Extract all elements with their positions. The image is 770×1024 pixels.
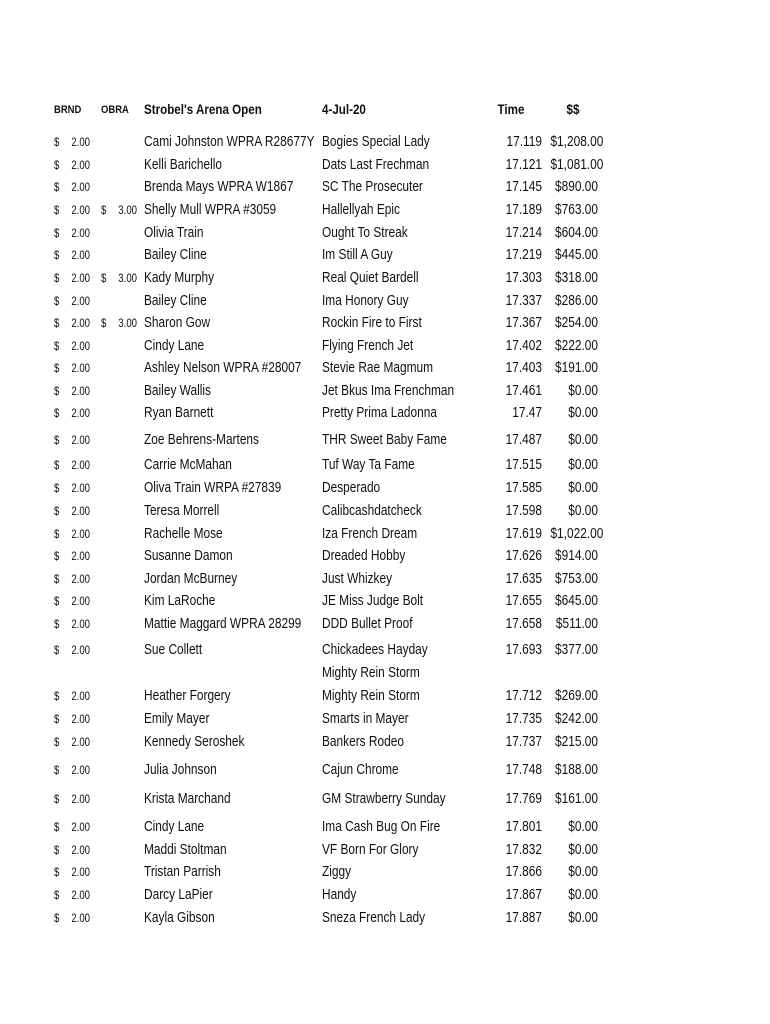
run-time: 17.655 [505, 593, 542, 609]
payout-amount: $511.00 [555, 616, 598, 632]
brnd-amount: 2.00 [71, 792, 90, 806]
brnd-currency: $ [54, 888, 60, 902]
rider-name: Cindy Lane [144, 338, 205, 354]
rider-name: Heather Forgery [144, 688, 231, 704]
brnd-currency: $ [54, 180, 60, 194]
brnd-currency: $ [54, 735, 60, 749]
payout-amount: $0.00 [568, 864, 598, 880]
horse-name: DDD Bullet Proof [322, 616, 413, 632]
brnd-currency: $ [54, 135, 60, 149]
payout-amount: $1,081.00 [550, 157, 604, 173]
brnd-amount: 2.00 [71, 712, 90, 726]
table-row [0, 524, 770, 544]
brnd-currency: $ [54, 158, 60, 172]
horse-name: Ought To Streak [322, 225, 408, 241]
header-obra: OBRA [101, 104, 129, 116]
table-row [0, 591, 770, 611]
brnd-currency: $ [54, 594, 60, 608]
payout-amount: $377.00 [555, 642, 598, 658]
payout-amount: $269.00 [555, 688, 598, 704]
brnd-amount: 2.00 [71, 384, 90, 398]
horse-name: Real Quiet Bardell [322, 270, 419, 286]
brnd-currency: $ [54, 865, 60, 879]
horse-name: Ima Honory Guy [322, 293, 409, 309]
brnd-amount: 2.00 [71, 865, 90, 879]
horse-name: Calibcashdatcheck [322, 503, 422, 519]
obra-amount: 3.00 [118, 316, 137, 330]
brnd-amount: 2.00 [71, 339, 90, 353]
rider-name: Susanne Damon [144, 548, 233, 564]
rider-name: Sue Collett [144, 642, 203, 658]
run-time: 17.461 [505, 383, 542, 399]
run-time: 17.866 [505, 864, 542, 880]
payout-amount: $753.00 [555, 571, 598, 587]
payout-amount: $763.00 [555, 202, 598, 218]
brnd-amount: 2.00 [71, 203, 90, 217]
run-time: 17.735 [505, 711, 542, 727]
table-row [0, 313, 770, 333]
brnd-amount: 2.00 [71, 689, 90, 703]
brnd-amount: 2.00 [71, 180, 90, 194]
brnd-currency: $ [54, 572, 60, 586]
payout-amount: $215.00 [555, 734, 598, 750]
horse-name: Iza French Dream [322, 526, 418, 542]
run-time: 17.712 [505, 688, 542, 704]
brnd-amount: 2.00 [71, 226, 90, 240]
brnd-currency: $ [54, 843, 60, 857]
brnd-currency: $ [54, 406, 60, 420]
brnd-currency: $ [54, 226, 60, 240]
brnd-currency: $ [54, 527, 60, 541]
horse-name: Pretty Prima Ladonna [322, 405, 438, 421]
run-time: 17.189 [505, 202, 542, 218]
brnd-amount: 2.00 [71, 843, 90, 857]
rider-name: Cami Johnston WPRA R28677Y [144, 134, 315, 150]
brnd-amount: 2.00 [71, 572, 90, 586]
payout-amount: $222.00 [555, 338, 598, 354]
table-row [0, 403, 770, 423]
rider-name: Julia Johnson [144, 762, 217, 778]
payout-amount: $188.00 [555, 762, 598, 778]
run-time: 17.214 [505, 225, 542, 241]
brnd-currency: $ [54, 248, 60, 262]
brnd-amount: 2.00 [71, 888, 90, 902]
brnd-currency: $ [54, 316, 60, 330]
rider-name: Mattie Maggard WPRA 28299 [144, 616, 302, 632]
payout-amount: $0.00 [568, 480, 598, 496]
payout-amount: $914.00 [555, 548, 598, 564]
run-time: 17.145 [505, 179, 542, 195]
brnd-amount: 2.00 [71, 594, 90, 608]
brnd-amount: 2.00 [71, 527, 90, 541]
brnd-currency: $ [54, 689, 60, 703]
obra-amount: 3.00 [118, 203, 137, 217]
brnd-currency: $ [54, 643, 60, 657]
table-row [0, 155, 770, 175]
table-row [0, 358, 770, 378]
brnd-amount: 2.00 [71, 763, 90, 777]
brnd-amount: 2.00 [71, 504, 90, 518]
rider-name: Kim LaRoche [144, 593, 216, 609]
rider-name: Olivia Train [144, 225, 204, 241]
payout-amount: $890.00 [555, 179, 598, 195]
run-time: 17.403 [505, 360, 542, 376]
rider-name: Ashley Nelson WPRA #28007 [144, 360, 302, 376]
horse-name: Dats Last Frechman [322, 157, 430, 173]
horse-name: Handy [322, 887, 357, 903]
run-time: 17.303 [505, 270, 542, 286]
rider-name: Cindy Lane [144, 819, 205, 835]
rider-name: Ryan Barnett [144, 405, 214, 421]
run-time: 17.832 [505, 842, 542, 858]
table-row [0, 732, 770, 752]
table-row [0, 478, 770, 498]
brnd-currency: $ [54, 792, 60, 806]
rider-name: Bailey Wallis [144, 383, 211, 399]
table-row [0, 546, 770, 566]
run-time: 17.769 [505, 791, 542, 807]
run-time: 17.219 [505, 247, 542, 263]
obra-currency: $ [101, 316, 107, 330]
obra-currency: $ [101, 203, 107, 217]
run-time: 17.337 [505, 293, 542, 309]
rider-name: Krista Marchand [144, 791, 231, 807]
horse-name: Bogies Special Lady [322, 134, 430, 150]
brnd-amount: 2.00 [71, 820, 90, 834]
brnd-amount: 2.00 [71, 735, 90, 749]
run-time: 17.887 [505, 910, 542, 926]
brnd-amount: 2.00 [71, 406, 90, 420]
brnd-currency: $ [54, 458, 60, 472]
horse-name: Bankers Rodeo [322, 734, 404, 750]
brnd-currency: $ [54, 763, 60, 777]
table-row [0, 177, 770, 197]
brnd-currency: $ [54, 549, 60, 563]
horse-name: THR Sweet Baby Fame [322, 432, 447, 448]
table-row [0, 430, 770, 450]
horse-name: Tuf Way Ta Fame [322, 457, 415, 473]
run-time: 17.635 [505, 571, 542, 587]
payout-amount: $0.00 [568, 383, 598, 399]
horse-name: JE Miss Judge Bolt [322, 593, 424, 609]
table-row [0, 336, 770, 356]
header-date: 4-Jul-20 [322, 102, 366, 117]
payout-amount: $1,022.00 [550, 526, 604, 542]
brnd-amount: 2.00 [71, 643, 90, 657]
brnd-currency: $ [54, 271, 60, 285]
rider-name: Kennedy Seroshek [144, 734, 245, 750]
rider-name: Sharon Gow [144, 315, 211, 331]
horse-name: Mighty Rein Storm [322, 688, 420, 704]
payout-amount: $254.00 [555, 315, 598, 331]
horse-name: Sneza French Lady [322, 910, 426, 926]
table-row [0, 200, 770, 220]
obra-currency: $ [101, 271, 107, 285]
payout-amount: $0.00 [568, 819, 598, 835]
brnd-amount: 2.00 [71, 271, 90, 285]
horse-name: GM Strawberry Sunday [322, 791, 446, 807]
rider-name: Kayla Gibson [144, 910, 215, 926]
run-time: 17.693 [505, 642, 542, 658]
brnd-currency: $ [54, 820, 60, 834]
rider-name: Bailey Cline [144, 293, 207, 309]
horse-name: Desperado [322, 480, 381, 496]
brnd-amount: 2.00 [71, 911, 90, 925]
brnd-currency: $ [54, 504, 60, 518]
run-time: 17.748 [505, 762, 542, 778]
rider-name: Rachelle Mose [144, 526, 223, 542]
table-row [0, 245, 770, 265]
rider-name: Maddi Stoltman [144, 842, 227, 858]
rider-name: Bailey Cline [144, 247, 207, 263]
brnd-currency: $ [54, 617, 60, 631]
brnd-currency: $ [54, 433, 60, 447]
horse-name: Chickadees Hayday [322, 642, 428, 658]
brnd-amount: 2.00 [71, 248, 90, 262]
brnd-amount: 2.00 [71, 316, 90, 330]
payout-amount: $286.00 [555, 293, 598, 309]
brnd-amount: 2.00 [71, 158, 90, 172]
brnd-amount: 2.00 [71, 294, 90, 308]
brnd-amount: 2.00 [71, 617, 90, 631]
table-row [0, 686, 770, 706]
run-time: 17.487 [505, 432, 542, 448]
payout-amount: $0.00 [568, 887, 598, 903]
payout-amount: $318.00 [555, 270, 598, 286]
table-row [0, 501, 770, 521]
table-row [0, 569, 770, 589]
header-time: Time [497, 102, 525, 117]
header-event-title: Strobel's Arena Open [144, 102, 262, 117]
rider-name: Darcy LaPier [144, 887, 213, 903]
payout-amount: $0.00 [568, 910, 598, 926]
horse-name: Im Still A Guy [322, 247, 393, 263]
horse-name: SC The Prosecuter [322, 179, 423, 195]
run-time: 17.367 [505, 315, 542, 331]
obra-amount: 3.00 [118, 271, 137, 285]
brnd-amount: 2.00 [71, 135, 90, 149]
rider-name: Brenda Mays WPRA W1867 [144, 179, 294, 195]
rider-name: Kelli Barichello [144, 157, 222, 173]
rider-name: Oliva Train WRPA #27839 [144, 480, 282, 496]
horse-name: Cajun Chrome [322, 762, 399, 778]
rider-name: Shelly Mull WPRA #3059 [144, 202, 277, 218]
rider-name: Jordan McBurney [144, 571, 238, 587]
table-row [0, 291, 770, 311]
horse-name: Just Whizkey [322, 571, 393, 587]
header-money: $$ [566, 102, 580, 117]
payout-amount: $191.00 [555, 360, 598, 376]
brnd-currency: $ [54, 911, 60, 925]
brnd-currency: $ [54, 361, 60, 375]
brnd-amount: 2.00 [71, 433, 90, 447]
horse-name: Ima Cash Bug On Fire [322, 819, 441, 835]
brnd-currency: $ [54, 339, 60, 353]
table-row [0, 760, 770, 780]
payout-amount: $0.00 [568, 842, 598, 858]
rider-name: Zoe Behrens-Martens [144, 432, 259, 448]
run-time: 17.585 [505, 480, 542, 496]
payout-amount: $242.00 [555, 711, 598, 727]
run-time: 17.867 [505, 887, 542, 903]
table-row [0, 663, 770, 683]
payout-amount: $0.00 [568, 405, 598, 421]
brnd-currency: $ [54, 203, 60, 217]
horse-name: Hallellyah Epic [322, 202, 400, 218]
run-time: 17.598 [505, 503, 542, 519]
rider-name: Teresa Morrell [144, 503, 220, 519]
run-time: 17.737 [505, 734, 542, 750]
run-time: 17.47 [512, 405, 542, 421]
table-row [0, 223, 770, 243]
horse-name: Mighty Rein Storm [322, 665, 420, 681]
rider-name: Emily Mayer [144, 711, 210, 727]
brnd-amount: 2.00 [71, 481, 90, 495]
table-row [0, 709, 770, 729]
table-row [0, 885, 770, 905]
table-row [0, 908, 770, 928]
table-row [0, 132, 770, 152]
table-row [0, 455, 770, 475]
horse-name: Stevie Rae Magmum [322, 360, 434, 376]
payout-amount: $161.00 [555, 791, 598, 807]
run-time: 17.619 [505, 526, 542, 542]
run-time: 17.801 [505, 819, 542, 835]
header-row [0, 100, 770, 120]
brnd-currency: $ [54, 384, 60, 398]
table-row [0, 381, 770, 401]
payout-amount: $0.00 [568, 432, 598, 448]
table-row [0, 640, 770, 660]
run-time: 17.658 [505, 616, 542, 632]
horse-name: Rockin Fire to First [322, 315, 422, 331]
header-brnd: BRND [54, 104, 82, 116]
brnd-amount: 2.00 [71, 458, 90, 472]
table-row [0, 268, 770, 288]
rider-name: Carrie McMahan [144, 457, 232, 473]
horse-name: Jet Bkus Ima Frenchman [322, 383, 455, 399]
table-row [0, 614, 770, 634]
brnd-currency: $ [54, 294, 60, 308]
table-row [0, 817, 770, 837]
brnd-currency: $ [54, 712, 60, 726]
payout-amount: $1,208.00 [550, 134, 604, 150]
payout-amount: $0.00 [568, 503, 598, 519]
table-row [0, 862, 770, 882]
brnd-amount: 2.00 [71, 361, 90, 375]
run-time: 17.626 [505, 548, 542, 564]
horse-name: VF Born For Glory [322, 842, 419, 858]
run-time: 17.402 [505, 338, 542, 354]
payout-amount: $604.00 [555, 225, 598, 241]
rider-name: Kady Murphy [144, 270, 215, 286]
table-row [0, 840, 770, 860]
horse-name: Dreaded Hobby [322, 548, 406, 564]
payout-amount: $645.00 [555, 593, 598, 609]
brnd-amount: 2.00 [71, 549, 90, 563]
horse-name: Smarts in Mayer [322, 711, 409, 727]
run-time: 17.121 [505, 157, 542, 173]
run-time: 17.119 [506, 134, 542, 150]
payout-amount: $445.00 [555, 247, 598, 263]
horse-name: Flying French Jet [322, 338, 414, 354]
run-time: 17.515 [505, 457, 542, 473]
payout-amount: $0.00 [568, 457, 598, 473]
rider-name: Tristan Parrish [144, 864, 221, 880]
brnd-currency: $ [54, 481, 60, 495]
table-row [0, 789, 770, 809]
horse-name: Ziggy [322, 864, 352, 880]
